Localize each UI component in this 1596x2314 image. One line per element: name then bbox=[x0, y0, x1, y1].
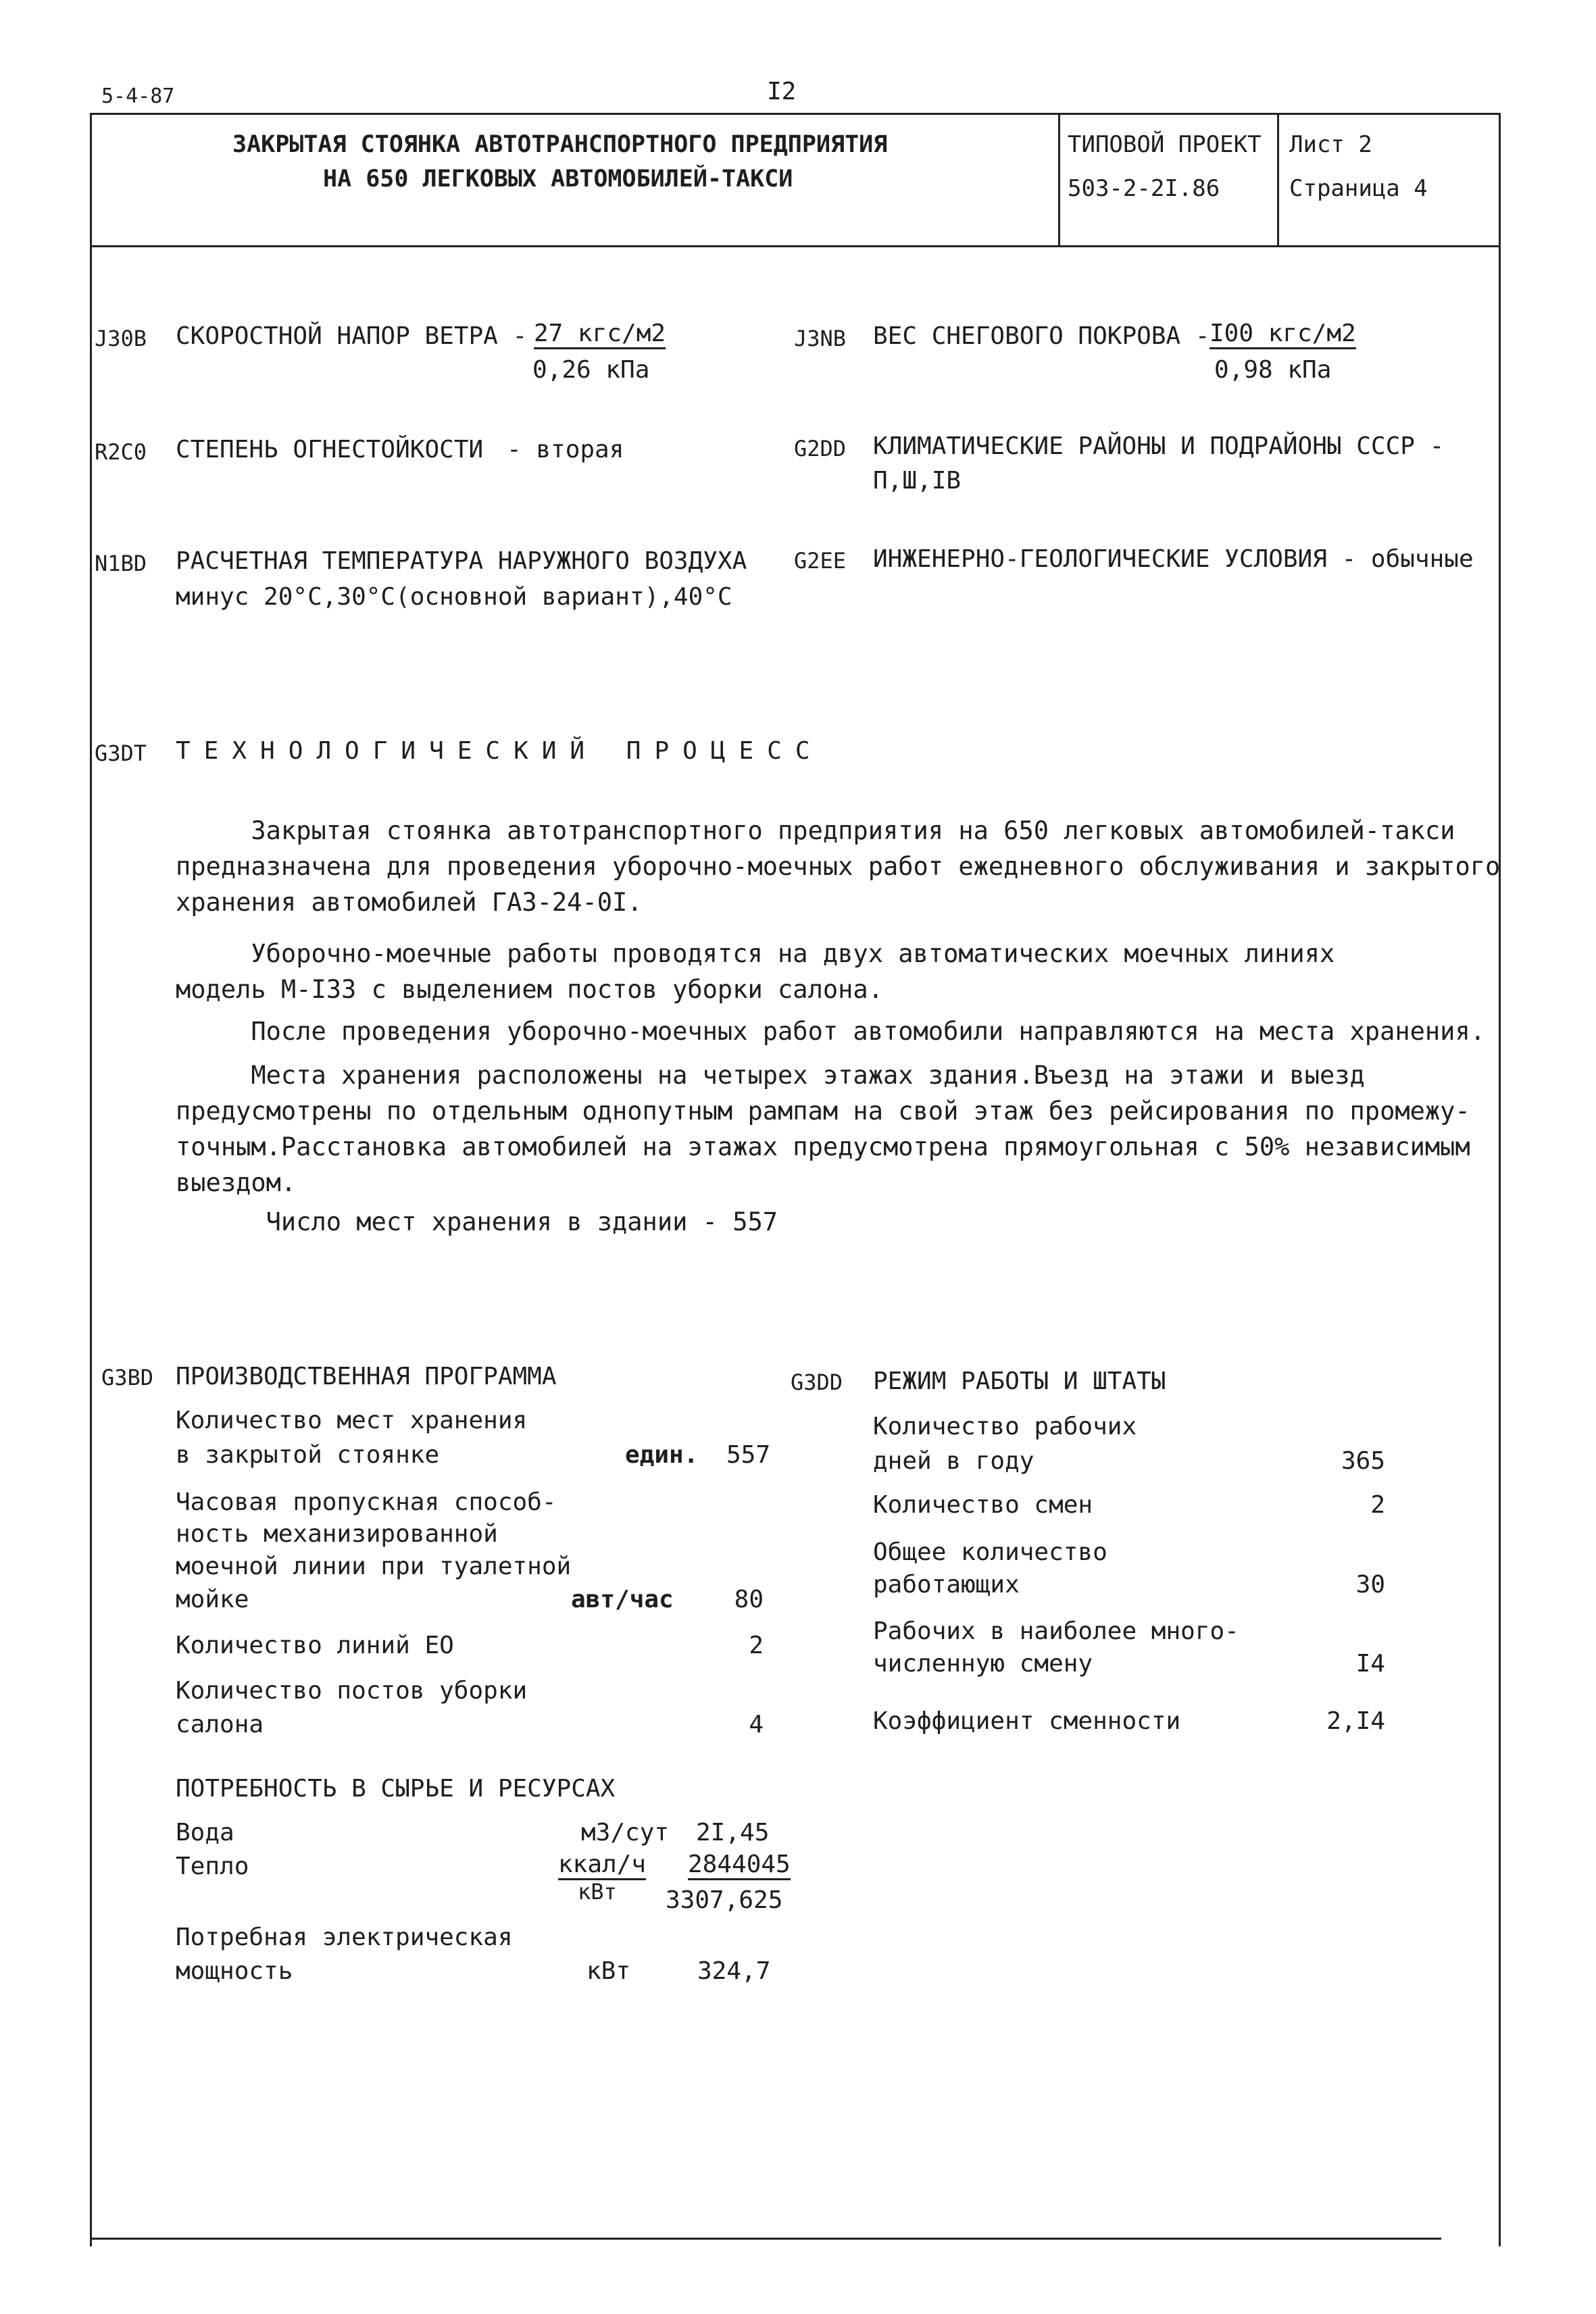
regime-r2-value: 2 bbox=[1370, 1491, 1385, 1519]
fire-code: R2C0 bbox=[95, 439, 147, 465]
wind-value: 27 кгс/м2 bbox=[534, 322, 666, 349]
resources-heading: ПОТРЕБНОСТЬ В СЫРЬЕ И РЕСУРСАХ bbox=[176, 1775, 616, 1803]
snow-label: ВЕС СНЕГОВОГО ПОКРОВА - bbox=[873, 322, 1210, 350]
process-paragraph-5: Число мест хранения в здании - 557 bbox=[176, 1207, 778, 1236]
document-date: 5-4-87 bbox=[101, 84, 175, 108]
program-r2-line4: мойке bbox=[176, 1586, 249, 1613]
regime-r4-line1: Рабочих в наиболее много- bbox=[873, 1617, 1239, 1645]
process-paragraph-1: Закрытая стоянка автотранспортного предприятия на 650 легковых автомобилей-такси предназначена для проведения уборочно-моечных работ ежедневного обслуживания и закрытого хранения автомобилей ГАЗ-24-0I. bbox=[176, 816, 1501, 917]
program-r4-line2: салона bbox=[176, 1711, 264, 1738]
climate-line1: КЛИМАТИЧЕСКИЕ РАЙОНЫ И ПОДРАЙОНЫ СССР - bbox=[873, 432, 1445, 460]
climate-code: G2DD bbox=[794, 436, 847, 461]
program-code: G3BD bbox=[101, 1365, 154, 1390]
regime-heading: РЕЖИМ РАБОТЫ И ШТАТЫ bbox=[873, 1367, 1166, 1395]
resources-water-value: 2I,45 bbox=[696, 1819, 770, 1846]
climate-line2: П,Ш,IВ bbox=[873, 467, 962, 495]
fire-label: СТЕПЕНЬ ОГНЕСТОЙКОСТИ bbox=[176, 436, 484, 463]
resources-heat-value1: 2844045 bbox=[688, 1853, 791, 1880]
regime-r3-line2: работающих bbox=[873, 1571, 1020, 1599]
header-sheet: Лист 2 bbox=[1289, 131, 1372, 158]
program-r1-unit: един. bbox=[625, 1441, 699, 1469]
program-r2-value: 80 bbox=[734, 1586, 764, 1613]
page-frame-bottom-line bbox=[90, 2238, 1441, 2240]
wind-code: J30B bbox=[95, 326, 147, 351]
regime-r1-line2: дней в году bbox=[873, 1447, 1034, 1475]
snow-value: I00 кгс/м2 bbox=[1210, 322, 1356, 349]
snow-value-kpa: 0,98 кПа bbox=[1214, 356, 1332, 384]
regime-r1-value: 365 bbox=[1341, 1447, 1385, 1475]
regime-r4-line2: численную смену bbox=[873, 1650, 1093, 1678]
program-r4-value: 4 bbox=[749, 1711, 764, 1738]
header-title-line1: ЗАКРЫТАЯ СТОЯНКА АВТОТРАНСПОРТНОГО ПРЕДПРИЯТИЯ bbox=[232, 131, 888, 158]
regime-r1-line1: Количество рабочих bbox=[873, 1413, 1137, 1440]
program-r2-unit: авт/час bbox=[571, 1586, 674, 1613]
resources-power-value: 324,7 bbox=[697, 1957, 771, 1985]
fire-value: - вторая bbox=[507, 436, 624, 463]
header-project-number: 503-2-2I.86 bbox=[1068, 175, 1220, 202]
regime-r3-value: 30 bbox=[1355, 1571, 1385, 1599]
resources-water-unit: м3/сут bbox=[581, 1819, 670, 1846]
process-code: G3DT bbox=[95, 740, 147, 766]
regime-r2-line1: Количество смен bbox=[873, 1491, 1093, 1519]
regime-r3-line1: Общее количество bbox=[873, 1538, 1107, 1566]
header-title-line2: НА 650 ЛЕГКОВЫХ АВТОМОБИЛЕЙ-ТАКСИ bbox=[323, 166, 793, 193]
program-r3-line1: Количество линий ЕО bbox=[176, 1632, 454, 1659]
resources-water-label: Вода bbox=[176, 1819, 234, 1846]
process-heading: ТЕХНОЛОГИЧЕСКИЙ ПРОЦЕСС bbox=[176, 737, 824, 765]
resources-heat-unit2: кВт bbox=[578, 1879, 617, 1905]
geology-label: ИНЖЕНЕРНО-ГЕОЛОГИЧЕСКИЕ УСЛОВИЯ - обычные bbox=[873, 545, 1474, 573]
resources-power-line1: Потребная электрическая bbox=[176, 1923, 513, 1951]
snow-code: J3NB bbox=[794, 326, 847, 351]
program-r1-line1: Количество мест хранения bbox=[176, 1407, 528, 1434]
program-r2-line3: моечной линии при туалетной bbox=[176, 1553, 572, 1580]
resources-power-unit: кВт bbox=[587, 1957, 631, 1985]
program-r2-line1: Часовая пропускная способ- bbox=[176, 1488, 557, 1516]
process-paragraph-3: После проведения уборочно-моечных работ автомобили направляются на места хранения. bbox=[176, 1017, 1486, 1046]
regime-r5-line1: Коэффициент сменности bbox=[873, 1707, 1181, 1735]
header-divider-2 bbox=[1277, 113, 1279, 245]
header-divider-bottom bbox=[90, 245, 1499, 247]
temperature-line2: минус 20°С,30°С(основной вариант),40°С bbox=[176, 583, 732, 611]
process-paragraph-2: Уборочно-моечные работы проводятся на двух автоматических моечных линиях модель М-I33 с выделением постов уборки салона. bbox=[176, 939, 1335, 1004]
program-heading: ПРОИЗВОДСТВЕННАЯ ПРОГРАММА bbox=[176, 1363, 557, 1390]
header-page: Страница 4 bbox=[1289, 175, 1428, 202]
header-divider-1 bbox=[1058, 113, 1060, 245]
header-project-label: ТИПОВОЙ ПРОЕКТ bbox=[1068, 131, 1262, 158]
regime-code: G3DD bbox=[791, 1369, 843, 1395]
page-number: I2 bbox=[767, 78, 797, 105]
resources-heat-unit1: ккал/ч bbox=[558, 1853, 646, 1880]
program-r1-line2: в закрытой стоянке bbox=[176, 1441, 440, 1469]
wind-label: СКОРОСТНОЙ НАПОР ВЕТРА - bbox=[176, 322, 528, 350]
resources-power-line2: мощность bbox=[176, 1957, 293, 1985]
program-r3-value: 2 bbox=[749, 1632, 764, 1659]
temperature-code: N1BD bbox=[95, 551, 147, 576]
program-r4-line1: Количество постов уборки bbox=[176, 1677, 528, 1705]
regime-r4-value: I4 bbox=[1355, 1650, 1385, 1678]
geology-code: G2EE bbox=[794, 548, 847, 574]
temperature-line1: РАСЧЕТНАЯ ТЕМПЕРАТУРА НАРУЖНОГО ВОЗДУХА bbox=[176, 547, 747, 575]
process-paragraph-4: Места хранения расположены на четырех этажах здания.Въезд на этажи и выезд предусмотрены по отдельным однопутным рампам на свой этаж без рейсирования по промежу- точным.Расстановка автомобилей на этажах предусмотрена прямоугольная с 50% независимым выездом. bbox=[176, 1061, 1470, 1197]
program-r1-value: 557 bbox=[726, 1441, 770, 1469]
regime-r5-value: 2,I4 bbox=[1326, 1707, 1385, 1735]
program-r2-line2: ность механизированной bbox=[176, 1520, 498, 1548]
wind-value-kpa: 0,26 кПа bbox=[532, 356, 650, 384]
resources-heat-label: Тепло bbox=[176, 1853, 249, 1880]
resources-heat-value2: 3307,625 bbox=[666, 1886, 783, 1914]
